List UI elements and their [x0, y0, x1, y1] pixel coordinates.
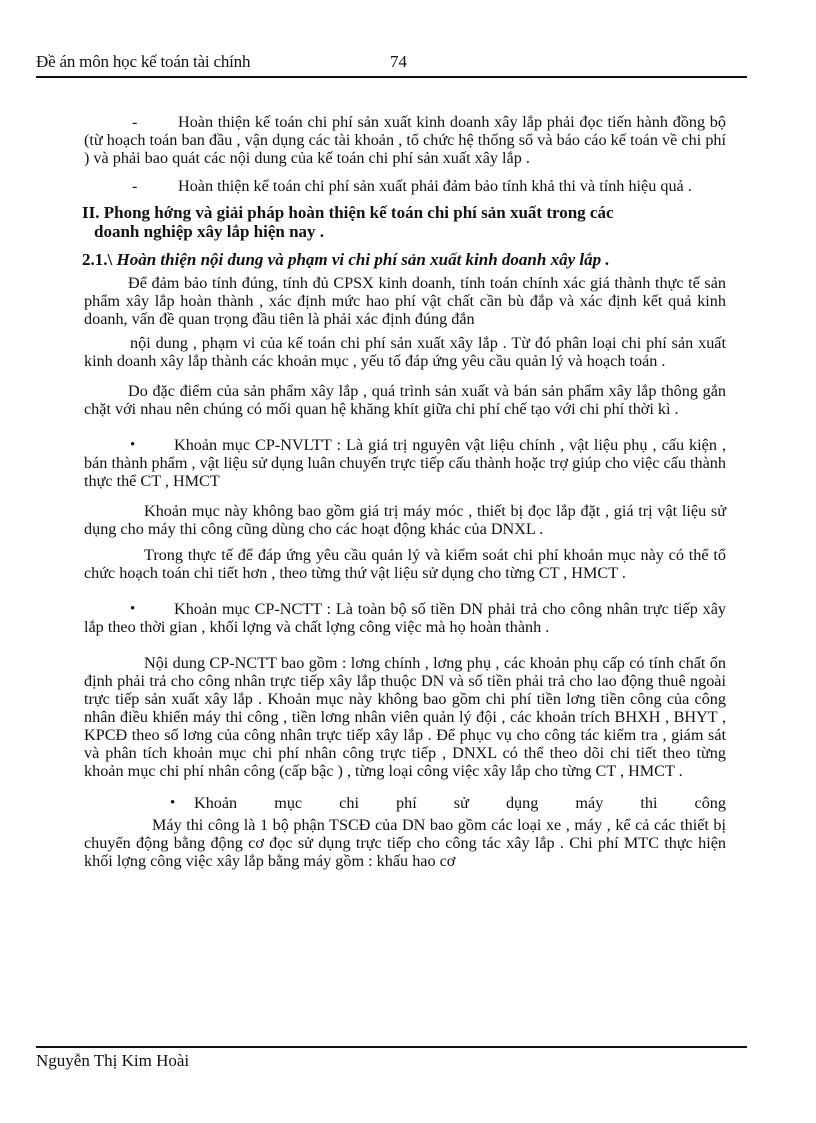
body-text [84, 113, 726, 870]
subsection-number: 2.1.\ [82, 250, 113, 269]
paragraph-text: Hoàn thiện kế toán chi phí sản xuất phải đảm bảo tính khả thi và tính hiệu quả . [178, 177, 692, 195]
paragraph: Máy thi công là 1 bộ phận TSCĐ của DN bao gồm các loại xe , máy , kể cả các thiết bị chuyển động bằng động cơ đọc sử dụng trực tiếp cho công tác xây lắp . Chi phí MTC thực hiện khối lợng công việc xây lắp bằng máy gồm : khấu hao cơ [84, 816, 726, 870]
page-number: 74 [390, 52, 407, 71]
dash-marker: - [132, 177, 138, 195]
section-heading [82, 203, 726, 241]
bullet-text: Khoản mục CP-NCTT : Là toàn bộ số tiền DN phải trả cho công nhân trực tiếp xây lắp theo thời gian , khối lợng và chất lợng công việc mà họ hoàn thành . [84, 600, 726, 636]
section-heading-line-2: doanh nghiệp xây lắp hiện nay . [94, 222, 325, 241]
bullet-item-ncctt [84, 600, 726, 636]
subsection-heading [82, 250, 726, 270]
footer-author: Nguyễn Thị Kim Hoài [36, 1051, 190, 1070]
bullet-text: Khoản mục CP-NVLTT : Là giá trị nguyên vật liệu chính , vật liệu phụ , cấu kiện , bán thành phẩm , vật liệu sử dụng luân chuyển trực tiếp cấu thành hoặc trợ giúp cho việc cấu thành thực thể CT , HMCT [84, 436, 726, 490]
paragraph: Khoản mục này không bao gồm giá trị máy móc , thiết bị đọc lắp đặt , giá trị vật liệu sử dụng cho máy thi công cũng dùng cho các hoạt động khác của DNXL . [84, 502, 726, 538]
bullet-item-nvltt [84, 436, 726, 490]
paragraph: Nội dung CP-NCTT bao gồm : lơng chính , lơng phụ , các khoản phụ cấp có tính chất ổn định phải trả cho công nhân trực tiếp xây lắp thuộc DN và số tiền phải trả cho lao động thuê ngoài trực tiếp sản xuất xây lắp . Khoản mục này không bao gồm chi phí tiền lơng tiền công của công nhân điều khiển máy thi công , tiền lơng nhân viên quản lý đội , các khoản trích BHXH , BHYT , KPCĐ theo số lơng của công nhân trực tiếp xây lắp . Để phục vụ cho công tác kiểm tra , giám sát và phân tích khoản mục chi phí nhân công trực tiếp , DNXL có thể theo dõi chi tiết theo từng khoản mục chi phí nhân công (cấp bậc ) , từng loại công việc xây lắp cho từng CT , HMCT . [84, 654, 726, 780]
footer-rule [36, 1046, 747, 1048]
bullet-icon: • [170, 795, 176, 811]
section-heading-line-1: II. Phong hớng và giải pháp hoàn thiện kế toán chi phí sản xuất trong các [82, 203, 614, 222]
dash-marker: - [132, 113, 138, 131]
paragraph: Để đảm bảo tính đúng, tính đủ CPSX kinh doanh, tính toán chính xác giá thành thực tế sản phẩm xây lắp hoàn thành , xác định mức hao phí vật chất cần bù đắp và xác định kết quả kinh doanh, vấn đề quan trọng đầu tiên là phải xác định đúng đắn [84, 274, 726, 328]
bullet-item-mtc [84, 794, 726, 812]
paragraph: Do đặc điểm của sản phẩm xây lắp , quá trình sản xuất và bán sản phẩm xây lắp thông gắn chặt với nhau nên chúng có mối quan hệ khăng khít giữa chi phí chế tạo với chi phí thời kì . [84, 382, 726, 418]
bullet-icon: • [130, 601, 136, 617]
subsection-title: Hoàn thiện nội dung và phạm vi chi phí sản xuất kinh doanh xây lắp . [116, 250, 610, 269]
paragraph-dash-1 [84, 113, 726, 167]
running-header-title: Đề án môn học kế toán tài chính [36, 52, 251, 71]
bullet-icon: • [130, 437, 136, 453]
paragraph: nội dung , phạm vi của kế toán chi phí sản xuất xây lắp . Từ đó phân loại chi phí sản xuất kinh doanh xây lắp thành các khoản mục , yếu tố đáp ứng yêu cầu quản lý và hoạch toán . [84, 334, 726, 370]
header-rule [36, 76, 747, 78]
bullet-text: Khoản mục chi phí sử dụng máy thi công [194, 794, 726, 812]
paragraph-text: Hoàn thiện kế toán chi phí sản xuất kinh doanh xây lắp phải đọc tiến hành đồng bộ (từ hoạch toán ban đầu , vận dụng các tài khoản , tổ chức hệ thống sổ và báo cáo kế toán về chi phí ) và phải bao quát các nội dung của kế toán chi phí sản xuất xây lắp . [84, 113, 726, 167]
paragraph-dash-2 [84, 177, 726, 195]
paragraph: Trong thực tế để đáp ứng yêu cầu quản lý và kiểm soát chi phí khoản mục này có thể tổ chức hoạch toán chi tiết hơn , theo từng thứ vật liệu sử dụng cho từng CT , HMCT . [84, 546, 726, 582]
